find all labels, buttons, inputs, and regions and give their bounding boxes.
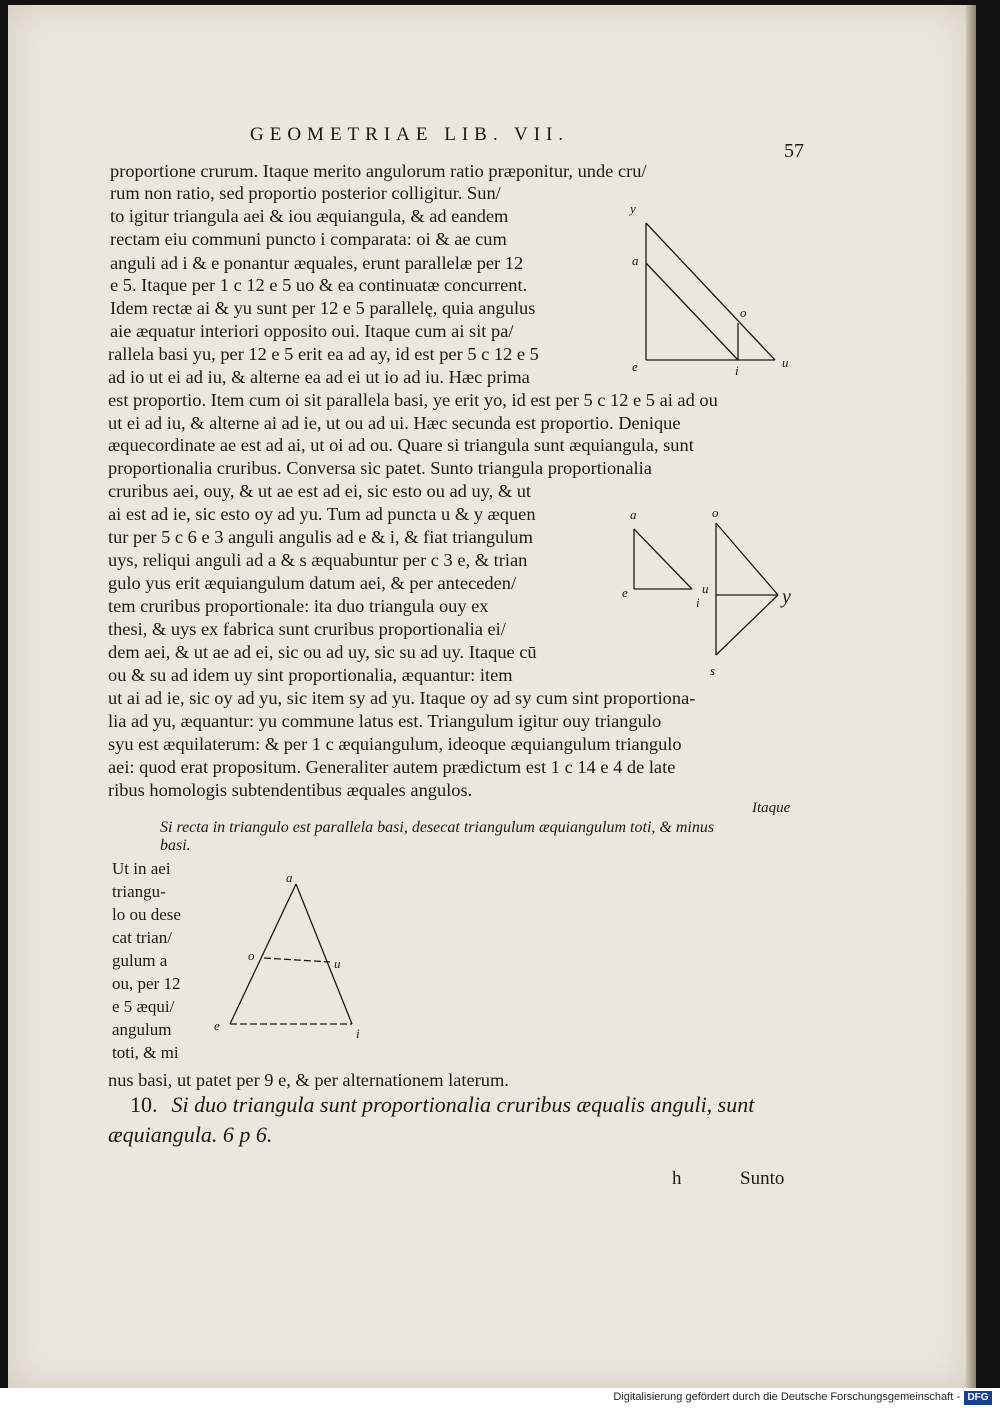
body-line: ai est ad ie, sic esto oy ad yu. Tum ad puncta u & y æquen — [108, 504, 536, 524]
line-a-i — [634, 529, 692, 589]
line-a-i — [296, 884, 352, 1024]
fig3-label-u: u — [334, 956, 341, 971]
fig2-label-a: a — [630, 507, 637, 522]
line-o-u — [264, 958, 330, 962]
body-line: Idem rectæ ai & yu sunt per 12 e 5 parallelę, quia angulus — [110, 298, 536, 318]
body-line: syu est æquilaterum: & per 1 c æquiangulum, ideoque æquiangulum triangulo — [108, 734, 682, 754]
body-line: tur per 5 c 6 e 3 anguli angulis ad e & i, & fiat triangulum — [108, 527, 533, 547]
body-line: tem cruribus proportionale: ita duo triangula ouy ex — [108, 596, 489, 616]
body-line: est proportio. Item cum oi sit parallela basi, ye erit yo, id est per 5 c 12 e 5 ai ad ou — [108, 390, 718, 410]
body-line: to igitur triangula aei & iou æquiangula, & ad eandem — [110, 206, 509, 226]
fig2-label-e: e — [622, 585, 628, 600]
body-line: thesi, & uys ex fabrica sunt cruribus proportionalia ei/ — [108, 619, 506, 639]
body-line: proportione crurum. Itaque merito angulorum ratio præponitur, unde cru/ — [110, 161, 647, 181]
line-s-y — [716, 595, 778, 655]
example-line: cat trian/ — [112, 928, 172, 947]
body-line: ut ei ad iu, & alterne ai ad ie, ut ou ad ui. Hæc secunda est proportio. Denique — [108, 413, 681, 433]
body-line: proportionalia cruribus. Conversa sic patet. Sunto triangula proportionalia — [108, 458, 652, 478]
line-a-i — [646, 263, 738, 360]
fig2-label-i: i — [696, 595, 700, 610]
catchword: Sunto — [740, 1168, 785, 1189]
figure-desecat-triangle — [210, 870, 380, 1045]
page-number: 57 — [784, 140, 804, 162]
fig2-label-y: y — [782, 586, 791, 608]
catchword-itaque: Itaque — [752, 800, 791, 816]
dfg-logo: DFG — [964, 1391, 992, 1405]
fig3-label-e: e — [214, 1018, 220, 1033]
body-line: rectam eiu communi puncto i comparata: oi & ae cum — [110, 229, 507, 249]
body-line: ad io ut ei ad iu, & alterne ea ad ei ut io ad iu. Hæc prima — [108, 367, 530, 387]
footer-credit: Digitalisierung gefördert durch die Deutsche Forschungsgemeinschaft - — [613, 1391, 960, 1403]
page-edge — [966, 5, 976, 1388]
body-line: rum non ratio, sed proportio posterior colligitur. Sun/ — [110, 183, 501, 203]
fig1-label-a: a — [632, 253, 639, 268]
proposition-number: 10. — [130, 1092, 158, 1117]
example-line: gulum a — [112, 951, 168, 970]
proposition-line-2: æquiangula. 6 p 6. — [108, 1122, 273, 1147]
running-title: GEOMETRIAE LIB. VII. — [250, 124, 570, 145]
body-line: gulo yus erit æquiangulum datum aei, & per anteceden/ — [108, 573, 517, 593]
figure-2-diagram — [620, 505, 810, 680]
example-line: lo ou dese — [112, 905, 181, 924]
proposition-10 — [108, 1090, 755, 1150]
line-y-u — [646, 223, 775, 360]
fig2-label-s: s — [710, 663, 716, 678]
body-line: aie æquatur interiori opposito oui. Itaque cum ai sit pa/ — [110, 321, 514, 341]
example-line: toti, & mi — [112, 1043, 179, 1062]
body-line: ou & su ad idem uy sint proportionalia, æquantur: item — [108, 665, 513, 685]
figure-converse-triangles — [620, 505, 810, 685]
example-line: ou, per 12 — [112, 974, 181, 993]
fig1-label-u: u — [782, 355, 789, 370]
signature-mark: h — [672, 1168, 682, 1189]
fig3-label-o: o — [248, 948, 255, 963]
example-line: triangu- — [112, 882, 166, 901]
body-line: e 5. Itaque per 1 c 12 e 5 uo & ea continuatæ concurrent. — [110, 275, 528, 295]
body-line: æquecordinate ae est ad ai, ut oi ad ou. Quare si triangula sunt æquiangula, sunt — [108, 435, 694, 455]
fig2-label-o: o — [712, 505, 719, 520]
fig1-label-y: y — [630, 201, 636, 216]
body-line: ribus homologis subtendentibus æquales angulos. — [108, 780, 473, 800]
line-a-e — [230, 884, 296, 1024]
figure-parallel-triangles — [620, 195, 800, 390]
example-line: angulum — [112, 1020, 172, 1039]
example-line: Ut in aei — [112, 859, 171, 878]
corollary-line-1: Si recta in triangulo est parallela basi, desecat triangulum æquiangulum toti, & minus — [160, 819, 715, 836]
body-line: anguli ad i & e ponantur æquales, erunt parallelæ per 12 — [110, 253, 524, 273]
fig1-label-o: o — [740, 305, 747, 320]
fig1-label-e: e — [632, 359, 638, 374]
body-line: uys, reliqui anguli ad a & s æquabuntur per c 3 e, & trian — [108, 550, 528, 570]
fig1-label-i: i — [735, 363, 739, 378]
fig3-label-i: i — [356, 1026, 360, 1041]
corollary-line-2: basi. — [160, 837, 191, 854]
line-o-y — [716, 523, 778, 595]
closing-line: nus basi, ut patet per 9 e, & per alternationem laterum. — [108, 1070, 509, 1090]
figure-3-diagram — [210, 870, 380, 1040]
body-line: rallela basi yu, per 12 e 5 erit ea ad ay, id est per 5 c 12 e 5 — [108, 344, 539, 364]
fig3-label-a: a — [286, 870, 293, 885]
proposition-line-1: Si duo triangula sunt proportionalia cruribus æqualis anguli, sunt — [171, 1092, 755, 1117]
body-line: aei: quod erat propositum. Generaliter autem prædictum est 1 c 14 e 4 de late — [108, 757, 676, 777]
body-line: dem aei, & ut ae ad ei, sic ou ad uy, sic su ad uy. Itaque cū — [108, 642, 537, 662]
fig2-label-u: u — [702, 581, 709, 596]
body-line: ut ai ad ie, sic oy ad yu, sic item sy ad yu. Itaque oy ad sy cum sint proportiona- — [108, 688, 696, 708]
example-line: e 5 æqui/ — [112, 997, 175, 1016]
body-line: lia ad yu, æquantur: yu commune latus est. Triangulum igitur ouy triangulo — [108, 711, 662, 731]
body-line: cruribus aei, ouy, & ut ae est ad ei, sic esto ou ad uy, & ut — [108, 481, 532, 501]
figure-1-diagram — [620, 195, 800, 385]
